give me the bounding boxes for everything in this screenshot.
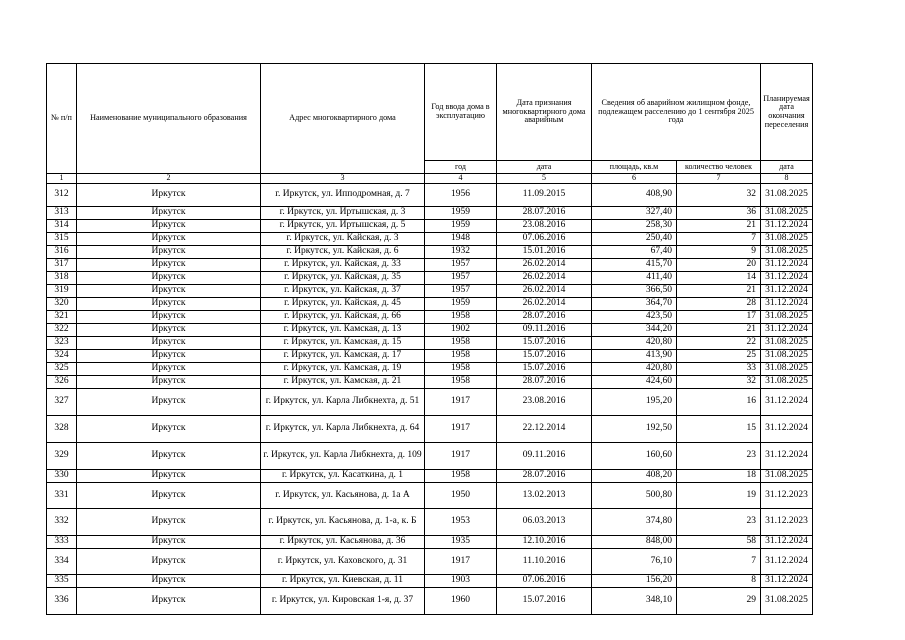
address-cell: г. Иркутск, ул. Кайская, д. 66	[261, 311, 425, 324]
year-cell: 1958	[425, 337, 497, 350]
municipality-cell: Иркутск	[77, 259, 261, 272]
municipality-cell: Иркутск	[77, 184, 261, 207]
year-cell: 1917	[425, 389, 497, 416]
municipality-cell: Иркутск	[77, 272, 261, 285]
people-cell: 32	[677, 376, 761, 389]
year-cell: 1958	[425, 350, 497, 363]
end-date-cell: 31.08.2025	[761, 350, 813, 363]
header-year-built: Год ввода дома в эксплуатацию	[425, 64, 497, 161]
column-number-row	[47, 174, 813, 184]
row-number: 327	[47, 389, 77, 416]
people-cell: 23	[677, 443, 761, 470]
people-cell: 8	[677, 575, 761, 588]
people-cell: 16	[677, 389, 761, 416]
table-row	[47, 311, 813, 324]
year-cell: 1959	[425, 298, 497, 311]
address-cell: г. Иркутск, ул. Камская, д. 19	[261, 363, 425, 376]
people-cell: 21	[677, 324, 761, 337]
area-cell: 348,10	[592, 588, 677, 615]
end-date-cell: 31.08.2025	[761, 376, 813, 389]
subheader-area: площадь, кв.м	[592, 161, 677, 174]
row-number: 325	[47, 363, 77, 376]
emergency-date-cell: 07.06.2016	[497, 233, 592, 246]
emergency-date-cell: 07.06.2016	[497, 575, 592, 588]
end-date-cell: 31.12.2024	[761, 272, 813, 285]
year-cell: 1957	[425, 285, 497, 298]
year-cell: 1917	[425, 549, 497, 575]
column-number: 5	[497, 174, 592, 184]
table-row	[47, 337, 813, 350]
year-cell: 1903	[425, 575, 497, 588]
end-date-cell: 31.12.2024	[761, 575, 813, 588]
table-row	[47, 443, 813, 470]
address-cell: г. Иркутск, ул. Карла Либкнехта, д. 64	[261, 416, 425, 443]
row-number: 319	[47, 285, 77, 298]
people-cell: 21	[677, 220, 761, 233]
emergency-date-cell: 26.02.2014	[497, 272, 592, 285]
housing-table	[46, 63, 813, 615]
end-date-cell: 31.08.2025	[761, 207, 813, 220]
table-row	[47, 483, 813, 509]
area-cell: 344,20	[592, 324, 677, 337]
people-cell: 18	[677, 470, 761, 483]
area-cell: 848,00	[592, 536, 677, 549]
header-planned-end: Планируемая дата окончания переселения	[761, 64, 813, 161]
address-cell: г. Иркутск, ул. Карла Либкнехта, д. 109	[261, 443, 425, 470]
year-cell: 1958	[425, 311, 497, 324]
end-date-cell: 31.12.2024	[761, 536, 813, 549]
year-cell: 1958	[425, 363, 497, 376]
end-date-cell: 31.12.2024	[761, 298, 813, 311]
row-number: 335	[47, 575, 77, 588]
people-cell: 23	[677, 509, 761, 536]
people-cell: 7	[677, 549, 761, 575]
people-cell: 29	[677, 588, 761, 615]
table-row	[47, 575, 813, 588]
municipality-cell: Иркутск	[77, 443, 261, 470]
emergency-date-cell: 26.02.2014	[497, 285, 592, 298]
table-row	[47, 285, 813, 298]
municipality-cell: Иркутск	[77, 376, 261, 389]
row-number: 336	[47, 588, 77, 615]
address-cell: г. Иркутск, ул. Касьянова, д. 36	[261, 536, 425, 549]
address-cell: г. Иркутск, ул. Киевская, д. 11	[261, 575, 425, 588]
area-cell: 156,20	[592, 575, 677, 588]
area-cell: 408,90	[592, 184, 677, 207]
emergency-date-cell: 13.02.2013	[497, 483, 592, 509]
municipality-cell: Иркутск	[77, 233, 261, 246]
end-date-cell: 31.08.2025	[761, 337, 813, 350]
column-number: 6	[592, 174, 677, 184]
year-cell: 1917	[425, 416, 497, 443]
area-cell: 195,20	[592, 389, 677, 416]
header-municipality: Наименование муниципального образования	[77, 64, 261, 174]
end-date-cell: 31.08.2025	[761, 184, 813, 207]
end-date-cell: 31.12.2024	[761, 416, 813, 443]
row-number: 315	[47, 233, 77, 246]
emergency-date-cell: 22.12.2014	[497, 416, 592, 443]
address-cell: г. Иркутск, ул. Касаткина, д. 1	[261, 470, 425, 483]
municipality-cell: Иркутск	[77, 588, 261, 615]
people-cell: 7	[677, 233, 761, 246]
column-number: 4	[425, 174, 497, 184]
table-row	[47, 389, 813, 416]
municipality-cell: Иркутск	[77, 575, 261, 588]
table-row	[47, 588, 813, 615]
emergency-date-cell: 11.10.2016	[497, 549, 592, 575]
table-row	[47, 298, 813, 311]
year-cell: 1958	[425, 470, 497, 483]
row-number: 318	[47, 272, 77, 285]
table-row	[47, 536, 813, 549]
emergency-date-cell: 26.02.2014	[497, 259, 592, 272]
people-cell: 58	[677, 536, 761, 549]
emergency-date-cell: 26.02.2014	[497, 298, 592, 311]
area-cell: 374,80	[592, 509, 677, 536]
area-cell: 192,50	[592, 416, 677, 443]
subheader-year: год	[425, 161, 497, 174]
address-cell: г. Иркутск, ул. Кайская, д. 3	[261, 233, 425, 246]
column-number: 1	[47, 174, 77, 184]
people-cell: 15	[677, 416, 761, 443]
row-number: 331	[47, 483, 77, 509]
municipality-cell: Иркутск	[77, 285, 261, 298]
emergency-date-cell: 28.07.2016	[497, 311, 592, 324]
municipality-cell: Иркутск	[77, 324, 261, 337]
people-cell: 20	[677, 259, 761, 272]
row-number: 330	[47, 470, 77, 483]
emergency-date-cell: 06.03.2013	[497, 509, 592, 536]
end-date-cell: 31.12.2024	[761, 443, 813, 470]
row-number: 314	[47, 220, 77, 233]
table-row	[47, 272, 813, 285]
subheader-date: дата	[497, 161, 592, 174]
emergency-date-cell: 15.07.2016	[497, 350, 592, 363]
municipality-cell: Иркутск	[77, 470, 261, 483]
people-cell: 17	[677, 311, 761, 324]
emergency-date-cell: 15.07.2016	[497, 363, 592, 376]
end-date-cell: 31.08.2025	[761, 246, 813, 259]
people-cell: 33	[677, 363, 761, 376]
end-date-cell: 31.08.2025	[761, 363, 813, 376]
table-row	[47, 233, 813, 246]
address-cell: г. Иркутск, ул. Кайская, д. 6	[261, 246, 425, 259]
year-cell: 1960	[425, 588, 497, 615]
area-cell: 364,70	[592, 298, 677, 311]
area-cell: 250,40	[592, 233, 677, 246]
row-number: 316	[47, 246, 77, 259]
year-cell: 1958	[425, 376, 497, 389]
area-cell: 500,80	[592, 483, 677, 509]
people-cell: 28	[677, 298, 761, 311]
address-cell: г. Иркутск, ул. Касьянова, д. 1-а, к. Б	[261, 509, 425, 536]
table-row	[47, 184, 813, 207]
emergency-date-cell: 09.11.2016	[497, 443, 592, 470]
end-date-cell: 31.12.2024	[761, 285, 813, 298]
column-number: 3	[261, 174, 425, 184]
table-body	[47, 184, 813, 615]
row-number: 323	[47, 337, 77, 350]
header-row	[47, 64, 813, 161]
column-number: 7	[677, 174, 761, 184]
address-cell: г. Иркутск, ул. Камская, д. 21	[261, 376, 425, 389]
table-row	[47, 259, 813, 272]
table-row	[47, 416, 813, 443]
row-number: 320	[47, 298, 77, 311]
row-number: 324	[47, 350, 77, 363]
year-cell: 1953	[425, 509, 497, 536]
area-cell: 420,80	[592, 363, 677, 376]
column-number: 8	[761, 174, 813, 184]
row-number: 321	[47, 311, 77, 324]
area-cell: 76,10	[592, 549, 677, 575]
emergency-date-cell: 15.07.2016	[497, 588, 592, 615]
people-cell: 9	[677, 246, 761, 259]
municipality-cell: Иркутск	[77, 337, 261, 350]
address-cell: г. Иркутск, ул. Кайская, д. 33	[261, 259, 425, 272]
subheader-end-date: дата	[761, 161, 813, 174]
municipality-cell: Иркутск	[77, 536, 261, 549]
year-cell: 1917	[425, 443, 497, 470]
emergency-date-cell: 15.01.2016	[497, 246, 592, 259]
area-cell: 327,40	[592, 207, 677, 220]
address-cell: г. Иркутск, ул. Кайская, д. 45	[261, 298, 425, 311]
table-row	[47, 207, 813, 220]
emergency-date-cell: 09.11.2016	[497, 324, 592, 337]
municipality-cell: Иркутск	[77, 389, 261, 416]
end-date-cell: 31.08.2025	[761, 233, 813, 246]
address-cell: г. Иркутск, ул. Камская, д. 15	[261, 337, 425, 350]
municipality-cell: Иркутск	[77, 311, 261, 324]
municipality-cell: Иркутск	[77, 246, 261, 259]
table-row	[47, 376, 813, 389]
emergency-date-cell: 15.07.2016	[497, 337, 592, 350]
address-cell: г. Иркутск, ул. Касьянова, д. 1а А	[261, 483, 425, 509]
address-cell: г. Иркутск, ул. Камская, д. 13	[261, 324, 425, 337]
row-number: 317	[47, 259, 77, 272]
subheader-people: количество человек	[677, 161, 761, 174]
end-date-cell: 31.12.2024	[761, 220, 813, 233]
end-date-cell: 31.12.2024	[761, 259, 813, 272]
people-cell: 21	[677, 285, 761, 298]
row-number: 326	[47, 376, 77, 389]
area-cell: 67,40	[592, 246, 677, 259]
area-cell: 423,50	[592, 311, 677, 324]
municipality-cell: Иркутск	[77, 298, 261, 311]
end-date-cell: 31.12.2024	[761, 389, 813, 416]
end-date-cell: 31.08.2025	[761, 588, 813, 615]
address-cell: г. Иркутск, ул. Каховского, д. 31	[261, 549, 425, 575]
table-row	[47, 363, 813, 376]
year-cell: 1902	[425, 324, 497, 337]
area-cell: 160,60	[592, 443, 677, 470]
area-cell: 411,40	[592, 272, 677, 285]
emergency-date-cell: 23.08.2016	[497, 389, 592, 416]
municipality-cell: Иркутск	[77, 220, 261, 233]
year-cell: 1956	[425, 184, 497, 207]
municipality-cell: Иркутск	[77, 483, 261, 509]
emergency-date-cell: 28.07.2016	[497, 376, 592, 389]
people-cell: 36	[677, 207, 761, 220]
row-number: 332	[47, 509, 77, 536]
end-date-cell: 31.12.2023	[761, 483, 813, 509]
emergency-date-cell: 28.07.2016	[497, 207, 592, 220]
municipality-cell: Иркутск	[77, 207, 261, 220]
municipality-cell: Иркутск	[77, 363, 261, 376]
address-cell: г. Иркутск, ул. Кайская, д. 35	[261, 272, 425, 285]
emergency-date-cell: 11.09.2015	[497, 184, 592, 207]
table-row	[47, 220, 813, 233]
people-cell: 22	[677, 337, 761, 350]
municipality-cell: Иркутск	[77, 416, 261, 443]
year-cell: 1959	[425, 207, 497, 220]
table-row	[47, 350, 813, 363]
people-cell: 19	[677, 483, 761, 509]
end-date-cell: 31.12.2023	[761, 509, 813, 536]
people-cell: 25	[677, 350, 761, 363]
row-number: 333	[47, 536, 77, 549]
end-date-cell: 31.08.2025	[761, 470, 813, 483]
year-cell: 1959	[425, 220, 497, 233]
area-cell: 413,90	[592, 350, 677, 363]
year-cell: 1932	[425, 246, 497, 259]
address-cell: г. Иркутск, ул. Иртышская, д. 5	[261, 220, 425, 233]
row-number: 313	[47, 207, 77, 220]
people-cell: 32	[677, 184, 761, 207]
row-number: 322	[47, 324, 77, 337]
emergency-date-cell: 12.10.2016	[497, 536, 592, 549]
area-cell: 408,20	[592, 470, 677, 483]
address-cell: г. Иркутск, ул. Кировская 1-я, д. 37	[261, 588, 425, 615]
people-cell: 14	[677, 272, 761, 285]
table-row	[47, 509, 813, 536]
area-cell: 424,60	[592, 376, 677, 389]
address-cell: г. Иркутск, ул. Камская, д. 17	[261, 350, 425, 363]
address-cell: г. Иркутск, ул. Кайская, д. 37	[261, 285, 425, 298]
year-cell: 1950	[425, 483, 497, 509]
area-cell: 420,80	[592, 337, 677, 350]
end-date-cell: 31.12.2024	[761, 549, 813, 575]
municipality-cell: Иркутск	[77, 509, 261, 536]
area-cell: 415,70	[592, 259, 677, 272]
emergency-date-cell: 28.07.2016	[497, 470, 592, 483]
header-fund-info: Сведения об аварийном жилищном фонде, подлежащем расселению до 1 сентября 2025 года	[592, 64, 761, 161]
municipality-cell: Иркутск	[77, 549, 261, 575]
year-cell: 1957	[425, 272, 497, 285]
end-date-cell: 31.12.2024	[761, 324, 813, 337]
header-address: Адрес многоквартирного дома	[261, 64, 425, 174]
area-cell: 366,50	[592, 285, 677, 298]
emergency-date-cell: 23.08.2016	[497, 220, 592, 233]
row-number: 328	[47, 416, 77, 443]
row-number: 329	[47, 443, 77, 470]
year-cell: 1948	[425, 233, 497, 246]
row-number: 334	[47, 549, 77, 575]
year-cell: 1935	[425, 536, 497, 549]
column-number: 2	[77, 174, 261, 184]
table-row	[47, 470, 813, 483]
table-row	[47, 246, 813, 259]
address-cell: г. Иркутск, ул. Иртышская, д. 3	[261, 207, 425, 220]
header-emergency-date: Дата признания многоквартирного дома аварийным	[497, 64, 592, 161]
row-number: 312	[47, 184, 77, 207]
municipality-cell: Иркутск	[77, 350, 261, 363]
address-cell: г. Иркутск, ул. Ипподромная, д. 7	[261, 184, 425, 207]
table-row	[47, 324, 813, 337]
table-row	[47, 549, 813, 575]
area-cell: 258,30	[592, 220, 677, 233]
end-date-cell: 31.08.2025	[761, 311, 813, 324]
header-num: № п/п	[47, 64, 77, 174]
address-cell: г. Иркутск, ул. Карла Либкнехта, д. 51	[261, 389, 425, 416]
year-cell: 1957	[425, 259, 497, 272]
